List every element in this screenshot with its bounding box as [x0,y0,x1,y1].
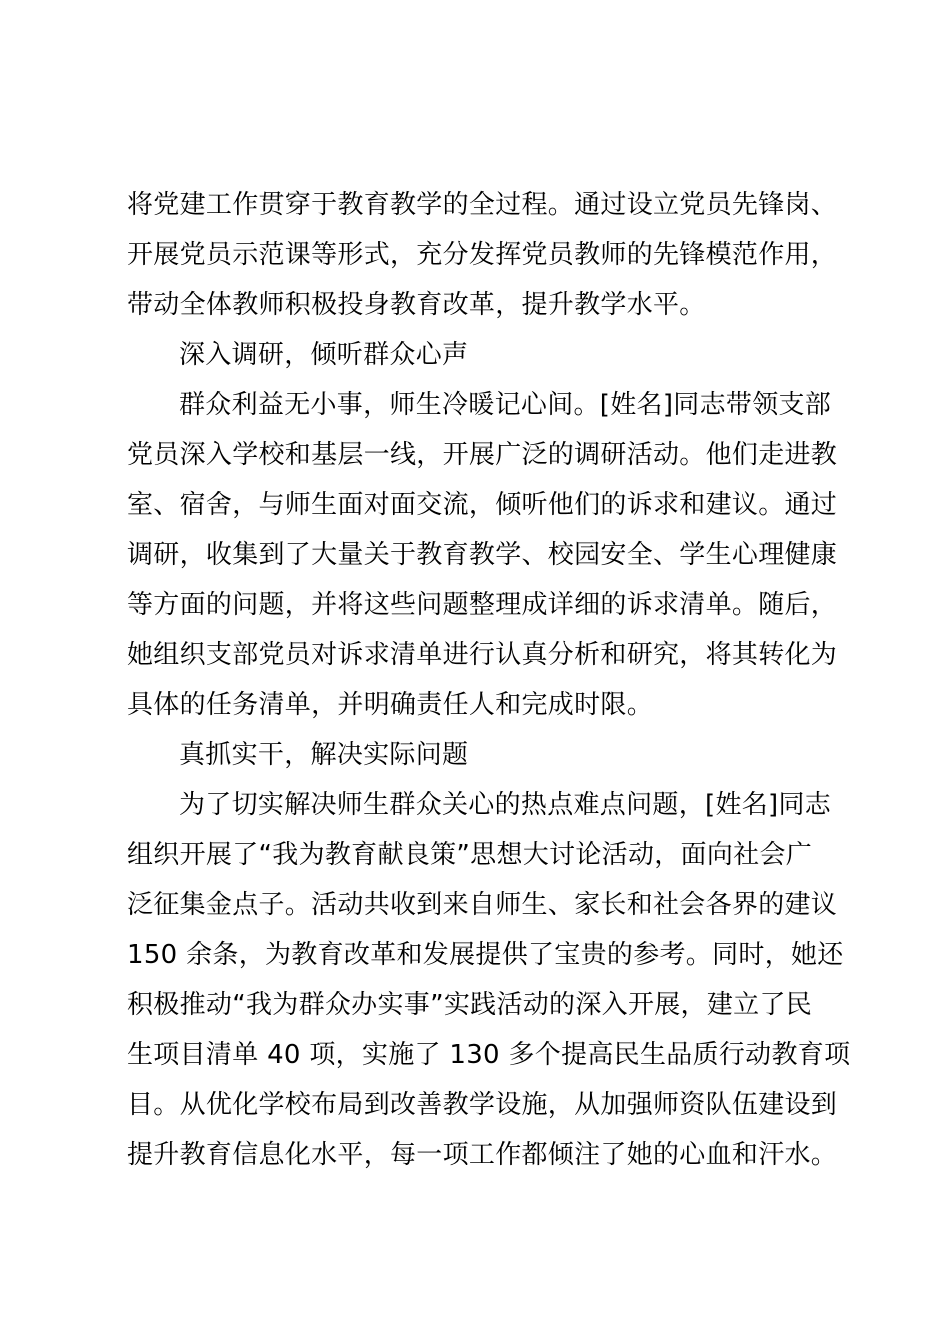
text-line: 带动全体教师积极投身教育改革，提升教学水平。 [127,290,706,320]
text-line: 泛征集金点子。活动共收到来自师生、家长和社会各界的建议 [127,890,838,920]
section-heading-research: 深入调研，倾听群众心声 [179,340,469,370]
paragraph-action [127,780,851,1180]
text-line: 室、宿舍，与师生面对面交流，倾听他们的诉求和建议。通过 [127,490,838,520]
text-line: 等方面的问题，并将这些问题整理成详细的诉求清单。随后， [127,590,838,620]
text-line: 将党建工作贯穿于教育教学的全过程。通过设立党员先锋岗、 [127,190,838,220]
text-line: 党员深入学校和基层一线，开展广泛的调研活动。他们走进教 [127,440,838,470]
text-line: 提升教育信息化水平，每一项工作都倾注了她的心血和汗水。 [127,1140,838,1170]
text-line: 组织开展了“我为教育献良策”思想大讨论活动，面向社会广 [127,840,813,870]
section-heading-action: 真抓实干，解决实际问题 [179,740,469,770]
text-line: 为了切实解决师生群众关心的热点难点问题，[姓名]同志 [179,790,832,820]
text-line: 目。从优化学校布局到改善教学设施，从加强师资队伍建设到 [127,1090,838,1120]
text-line: 生项目清单 40 项，实施了 130 多个提高民生品质行动教育项 [127,1040,851,1070]
text-line: 150 余条，为教育改革和发展提供了宝贵的参考。同时，她还 [127,940,844,970]
text-line: 开展党员示范课等形式，充分发挥党员教师的先锋模范作用， [127,240,838,270]
paragraph-continuation [127,180,838,330]
document-body [127,180,851,1180]
text-line: 积极推动“我为群众办实事”实践活动的深入开展，建立了民 [127,990,813,1020]
text-line: 调研，收集到了大量关于教育教学、校园安全、学生心理健康 [127,540,838,570]
text-line: 群众利益无小事，师生冷暖记心间。[姓名]同志带领支部 [179,390,832,420]
text-line: 她组织支部党员对诉求清单进行认真分析和研究，将其转化为 [127,640,838,670]
paragraph-research [127,380,838,730]
text-line: 具体的任务清单，并明确责任人和完成时限。 [127,690,654,720]
